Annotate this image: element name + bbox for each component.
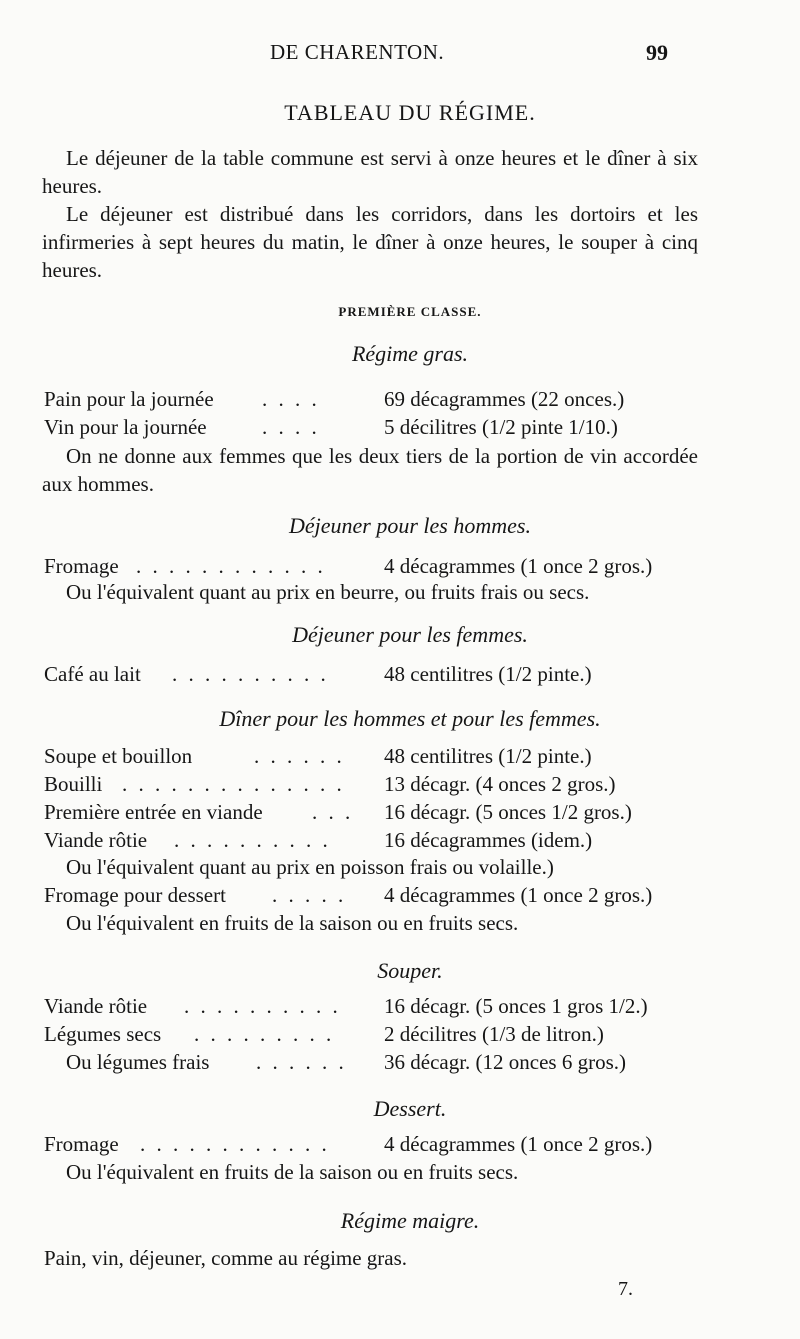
row-item: Ou légumes frais [66,1050,210,1074]
section-heading-dejeuner-hommes: Déjeuner pour les hommes. [289,513,531,538]
dot-leader: . . . . [262,387,320,411]
table-row [44,772,704,800]
note-text: Ou l'équivalent quant au prix en beurre, ou fruits frais ou secs. [66,580,590,604]
table-row [44,994,704,1022]
note-text: On ne donne aux femmes que les deux tiers de la portion de vin accordée aux hommes. [42,444,698,496]
dot-leader: . . . . . . . . . [194,1022,335,1046]
section-heading-regime-maigre: Régime maigre. [340,1208,480,1233]
row-item: Café au lait [44,662,141,686]
dot-leader: . . . . . . . . . . [174,828,331,852]
row-quantity: 4 décagrammes (1 once 2 gros.) [384,1132,653,1156]
table-row [44,387,704,415]
table-row [44,415,704,443]
class-heading: PREMIÈRE CLASSE. [338,304,482,319]
row-item: Vin pour la journée [44,415,207,439]
dot-leader: . . . . . . . . . . . . [136,554,326,578]
row-quantity: 48 centilitres (1/2 pinte.) [384,744,592,768]
note-text: Ou l'équivalent en fruits de la saison ou en fruits secs. [66,1160,519,1184]
row-item: Viande rôtie [44,994,148,1018]
note-text: Ou l'équivalent en fruits de la saison ou en fruits secs. [66,911,519,935]
intro-paragraph-2: Le déjeuner est distribué dans les corridors, dans les dortoirs et les infirmeries à sept heures du matin, le dîner à onze heures, le souper à cinq heures. [42,202,698,282]
row-quantity: 36 décagr. (12 onces 6 gros.) [384,1050,627,1074]
table-row [44,1022,704,1050]
section-heading-dejeuner-femmes: Déjeuner pour les femmes. [292,622,528,647]
table-row [44,662,704,690]
page-number: 99 [646,40,668,65]
row-item: Viande rôtie [44,828,148,852]
row-item: Fromage pour dessert [44,883,226,907]
table-row [44,1132,704,1160]
row-quantity: 48 centilitres (1/2 pinte.) [384,662,592,686]
row-item: Première entrée en viande [44,800,263,824]
intro-paragraph-1: Le déjeuner de la table commune est servi à onze heures et le dîner à six heures. [42,146,698,198]
row-item: Bouilli [44,772,103,796]
dot-leader: . . . . . . . . . . . . . . [122,772,345,796]
table-row [44,1050,704,1078]
row-item: Soupe et bouillon [44,744,193,768]
row-quantity: 4 décagrammes (1 once 2 gros.) [384,554,653,578]
dot-leader: . . . . . . . . . . [184,994,341,1018]
row-item: Fromage [44,1132,119,1156]
table-row [44,554,704,582]
section-heading-dessert: Dessert. [373,1096,447,1121]
note-text: Ou l'équivalent quant au prix en poisson frais ou volaille.) [66,855,554,879]
row-item: Pain, vin, déjeuner, comme au régime gras. [44,1246,408,1270]
row-quantity: 16 décagrammes (idem.) [384,828,593,852]
row-quantity: 2 décilitres (1/3 de litron.) [384,1022,604,1046]
row-quantity: 16 décagr. (5 onces 1 gros 1/2.) [384,994,648,1018]
row-item: Pain pour la journée [44,387,214,411]
dot-leader: . . . . . . . . . . . . [140,1132,330,1156]
table-row [44,744,704,772]
dot-leader: . . . [312,800,354,824]
table-row [44,800,704,828]
dot-leader: . . . . . . . . . . [172,662,329,686]
row-quantity: 16 décagr. (5 onces 1/2 gros.) [384,800,632,824]
section-heading-diner: Dîner pour les hommes et pour les femmes. [219,706,601,731]
section-heading-regime-gras: Régime gras. [351,341,469,366]
dot-leader: . . . . [262,415,320,439]
dot-leader: . . . . . [272,883,347,907]
page-title: TABLEAU DU RÉGIME. [284,100,536,125]
signature-mark: 7. [618,1278,633,1300]
running-head: DE CHARENTON. [270,40,445,64]
table-row [44,828,704,856]
row-item: Légumes secs [44,1022,162,1046]
row-item: Fromage [44,554,119,578]
row-quantity: 13 décagr. (4 onces 2 gros.) [384,772,616,796]
row-quantity: 4 décagrammes (1 once 2 gros.) [384,883,653,907]
row-quantity: 69 décagrammes (22 onces.) [384,387,625,411]
section-heading-souper: Souper. [377,958,443,983]
row-quantity: 5 décilitres (1/2 pinte 1/10.) [384,415,618,439]
dot-leader: . . . . . . [256,1050,347,1074]
table-row [44,883,704,911]
regime-maigre-text [44,1246,704,1274]
dot-leader: . . . . . . [254,744,345,768]
